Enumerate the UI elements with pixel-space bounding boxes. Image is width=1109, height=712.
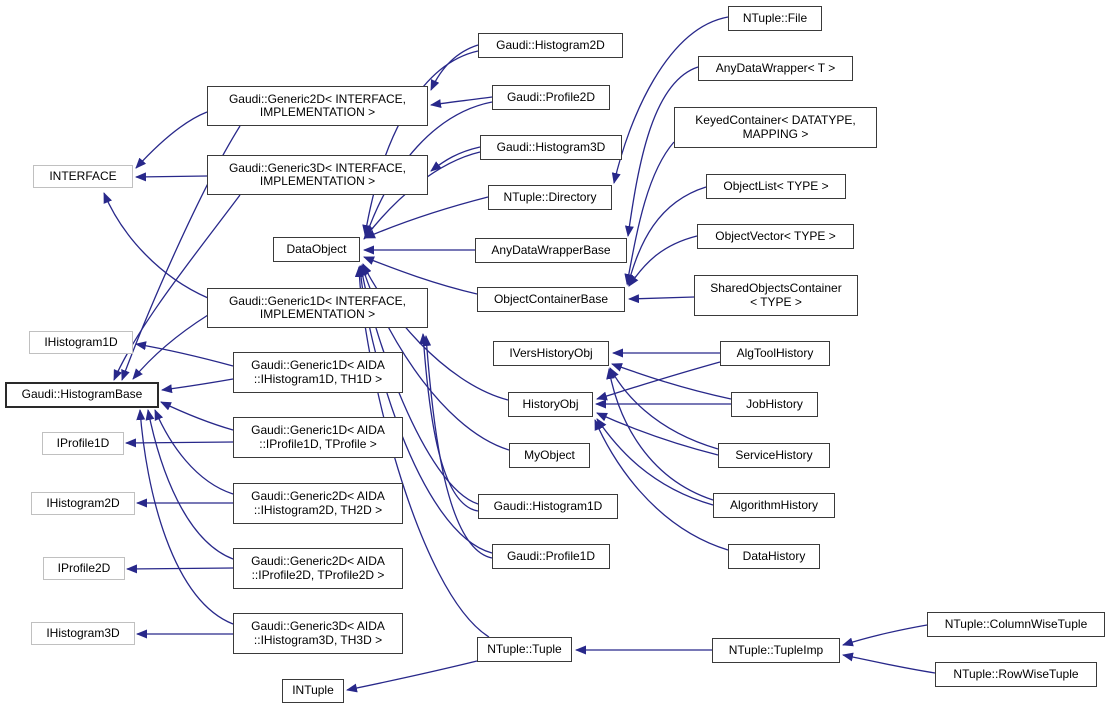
class-node-datahistory[interactable] [728,544,820,569]
class-node-label: NTuple::Tuple [487,641,562,656]
inheritance-edge-sharedobjectscontainer-to-objectcontainerbase [629,297,694,299]
class-node-gaudi-histogram3d[interactable] [480,135,622,160]
class-node-dataobject[interactable] [273,237,360,262]
inheritance-edge-jobhistory-to-ivershistoryobj [612,364,731,399]
class-node-label: HistoryObj [522,396,579,411]
class-node-label: Gaudi::Generic2D< AIDA [251,489,385,503]
class-node-label: ::IHistogram1D, TH1D > [253,371,383,386]
class-node-intuple[interactable] [282,679,344,703]
class-node-label: Gaudi::Histogram2D [496,37,605,52]
inheritance-edge-servicehistory-to-historyobj [597,413,718,455]
class-node-iprofile2d [43,557,125,580]
class-node-label: NTuple::RowWiseTuple [953,666,1079,681]
inheritance-edge-generic1d-ihistogram1d-to-histogrambase [162,379,233,390]
class-node-label: AlgToolHistory [736,345,814,360]
class-node-label: NTuple::Directory [503,189,597,204]
class-node-generic2d-iprofile2d[interactable] [233,548,403,589]
class-node-label: MAPPING > [742,126,809,141]
inheritance-edge-ntuple-directory-to-dataobject [365,197,488,238]
inheritance-edge-generic3d-template-to-interface [136,176,207,177]
class-node-label: Gaudi::Generic3D< AIDA [251,619,385,633]
class-node-label: Gaudi::Histogram3D [496,139,606,154]
class-node-algtoolhistory[interactable] [720,341,830,366]
class-node-label: Gaudi::Generic2D< AIDA [251,554,385,568]
class-node-label: KeyedContainer< DATATYPE, [695,113,856,127]
class-node-label: IProfile1D [56,435,110,450]
class-node-gaudi-profile2d[interactable] [492,85,610,110]
class-node-generic3d-ihistogram3d[interactable] [233,613,403,654]
class-node-label: Gaudi::Profile1D [506,548,596,563]
inheritance-edge-gaudi-histogram1d-to-generic1d-template [423,334,478,511]
inheritance-edge-keyedcontainer-to-objectcontainerbase [627,142,674,284]
class-node-label: ObjectVector< TYPE > [715,228,836,243]
class-node-label: Gaudi::HistogramBase [21,387,143,402]
class-node-gaudi-histogram2d[interactable] [478,33,623,58]
inheritance-edge-algorithmhistory-to-ivershistoryobj [609,369,713,500]
class-node-label: ::IHistogram2D, TH2D > [253,502,383,517]
class-node-historyobj[interactable] [508,392,593,417]
class-node-label: IHistogram3D [46,625,120,640]
class-node-label: NTuple::TupleImp [728,642,824,657]
class-node-jobhistory[interactable] [731,392,818,417]
class-node-label: IProfile2D [57,560,111,575]
class-node-label: INTERFACE [49,168,117,183]
class-node-histogrambase[interactable] [5,382,159,408]
inheritance-edge-generic2d-ihistogram2d-to-histogrambase [155,410,233,494]
class-node-ntuple-tupleimp[interactable] [712,638,840,663]
class-node-ntuple-rowwisetuple[interactable] [935,662,1097,687]
class-node-anydatawrapperbase[interactable] [475,238,627,263]
class-node-label: ServiceHistory [735,447,813,462]
inheritance-edge-gaudi-histogram3d-to-generic3d-template [431,147,480,171]
class-node-label: Gaudi::Profile2D [506,89,596,104]
class-node-ihistogram2d [31,492,135,515]
class-node-label: JobHistory [746,396,803,411]
class-node-label: SharedObjectsContainer [710,281,842,295]
inheritance-edge-objectvector-to-objectcontainerbase [629,236,697,286]
class-node-label: ::IHistogram3D, TH3D > [253,632,383,647]
inheritance-edge-generic1d-iprofile1d-to-iprofile1d [126,442,233,443]
class-node-label: IVersHistoryObj [509,345,593,360]
class-node-iprofile1d [42,432,124,455]
class-node-ntuple-directory[interactable] [488,185,612,210]
inheritance-edge-anydatawrapper-to-anydatawrapperbase [628,67,698,236]
class-node-ntuple-file[interactable] [728,6,822,31]
inheritance-edge-generic1d-template-to-interface [104,193,208,298]
class-node-label: DataObject [286,241,347,256]
class-node-anydatawrapper[interactable] [698,56,853,81]
inheritance-edge-servicehistory-to-ivershistoryobj [610,368,718,449]
class-node-label: Gaudi::Generic1D< AIDA [251,423,385,437]
inheritance-edge-generic2d-iprofile2d-to-histogrambase [148,410,233,559]
class-node-label: DataHistory [742,548,806,563]
class-node-label: IHistogram1D [44,334,118,349]
inheritance-edge-algtoolhistory-to-historyobj [597,362,720,399]
class-node-label: ::IProfile1D, TProfile > [259,436,377,451]
class-node-ivershistoryobj[interactable] [493,341,609,366]
class-node-objectcontainerbase[interactable] [477,287,625,312]
class-node-label: NTuple::File [742,10,808,25]
class-node-objectvector[interactable] [697,224,854,249]
class-node-generic1d-template[interactable] [207,288,428,328]
class-node-label: < TYPE > [750,294,802,309]
class-node-ntuple-columnwisetuple[interactable] [927,612,1105,637]
inheritance-edge-ntuple-file-to-ntuple-directory [614,17,728,183]
inheritance-edge-generic1d-iprofile1d-to-histogrambase [161,402,233,430]
class-node-label: AnyDataWrapper< T > [715,60,836,75]
class-node-interface [33,165,133,188]
class-node-generic2d-template[interactable] [207,86,428,126]
class-node-sharedobjectscontainer[interactable] [694,275,858,316]
class-node-servicehistory[interactable] [718,443,830,468]
class-node-objectlist[interactable] [706,174,846,199]
class-node-gaudi-profile1d[interactable] [492,544,610,569]
class-node-ntuple-tuple[interactable] [477,637,572,662]
class-node-label: Gaudi::Generic2D< INTERFACE, [228,91,407,106]
class-node-label: Gaudi::Generic1D< INTERFACE, [228,293,407,308]
inheritance-edge-gaudi-histogram2d-to-generic2d-template [431,45,478,90]
inheritance-edge-ntuple-columnwisetuple-to-ntuple-tupleimp [843,625,927,645]
class-node-label: IMPLEMENTATION > [259,174,376,188]
class-node-myobject[interactable] [509,443,590,468]
class-node-label: Gaudi::Histogram1D [493,498,603,513]
class-node-label: AnyDataWrapperBase [491,242,611,257]
inheritance-edge-generic1d-ihistogram1d-to-ihistogram1d [136,344,233,366]
inheritance-edge-gaudi-profile1d-to-generic1d-template [426,336,492,558]
inheritance-edge-generic2d-template-to-interface [136,112,207,168]
class-node-generic1d-ihistogram1d[interactable] [233,352,403,393]
class-node-label: ObjectContainerBase [493,291,609,306]
class-node-generic1d-iprofile1d[interactable] [233,417,403,458]
class-node-label: IMPLEMENTATION > [259,307,376,321]
class-node-label: IHistogram2D [46,495,120,510]
class-node-label: MyObject [524,447,575,462]
class-node-generic3d-template[interactable] [207,155,428,195]
class-node-gaudi-histogram1d[interactable] [478,494,618,519]
class-node-label: Gaudi::Generic3D< INTERFACE, [228,160,407,175]
class-node-label: ::IProfile2D, TProfile2D > [251,567,385,582]
class-node-algorithmhistory[interactable] [713,493,835,518]
class-node-label: NTuple::ColumnWiseTuple [944,616,1088,631]
inheritance-edge-ntuple-rowwisetuple-to-ntuple-tupleimp [843,655,935,673]
class-node-label: IMPLEMENTATION > [259,105,376,119]
inheritance-edge-datahistory-to-historyobj [595,420,728,550]
class-node-generic2d-ihistogram2d[interactable] [233,483,403,524]
inheritance-edge-ntuple-tuple-to-intuple [347,661,477,690]
class-node-keyedcontainer[interactable] [674,107,877,148]
class-node-ihistogram3d [31,622,135,645]
class-node-label: Gaudi::Generic1D< AIDA [251,358,385,372]
inheritance-edge-objectlist-to-objectcontainerbase [628,187,706,285]
class-node-label: AlgorithmHistory [729,497,819,512]
inheritance-edge-algorithmhistory-to-historyobj [597,419,713,505]
class-node-label: ObjectList< TYPE > [723,178,829,193]
class-node-ihistogram1d [29,331,133,354]
class-node-label: INTuple [292,683,334,698]
